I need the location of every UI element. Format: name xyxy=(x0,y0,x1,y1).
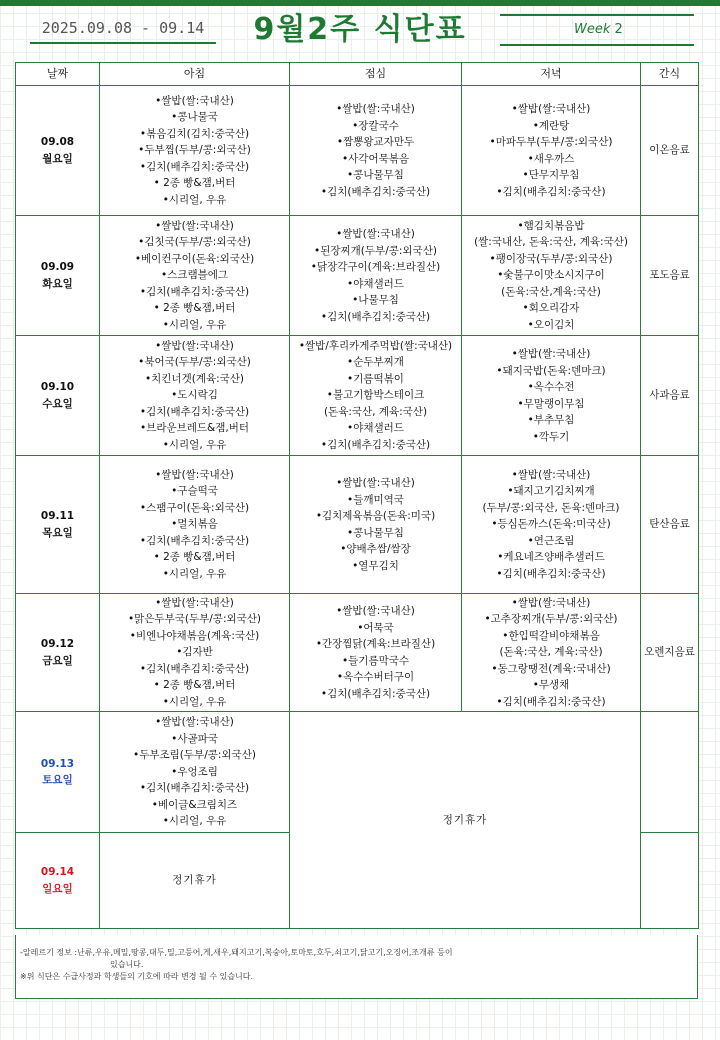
lunch-item: •야채샐러드 xyxy=(347,277,404,290)
dinner-item: •쌀밥(쌀:국내산) xyxy=(511,348,591,360)
breakfast-item: •북어국(두부/콩:외국산) xyxy=(138,356,251,369)
breakfast-item: •도시락김 xyxy=(171,389,218,402)
day-date: 09.12 xyxy=(40,638,75,650)
breakfast-item: •시리얼, 우유 xyxy=(162,815,227,828)
lunch-item: •쌀밥(쌀:국내산) xyxy=(336,103,415,115)
weekend-holiday-cell: 정기휴가 xyxy=(290,712,641,929)
dinner-item: •단무지무침 xyxy=(522,169,580,181)
lunch-item: •김치(배추김치:중국산) xyxy=(320,310,431,323)
date-cell xyxy=(16,833,100,929)
table-row xyxy=(16,216,699,336)
dinner-item: •부추무침 xyxy=(527,414,575,426)
breakfast-item: •시리얼, 우유 xyxy=(162,193,227,206)
table-row xyxy=(16,336,699,456)
lunch-item: •김치(배추김치:중국산) xyxy=(320,438,431,451)
snack-cell: 포도음료 xyxy=(641,216,699,336)
dinner-cell xyxy=(462,594,641,712)
dinner-item: •쌀밥(쌀:국내산) xyxy=(511,596,591,609)
breakfast-item: •두부찜(두부/콩:외국산) xyxy=(138,144,251,157)
snack-cell xyxy=(641,833,699,929)
lunch-item: •불고기함박스테이크 xyxy=(326,389,425,402)
day-weekday: 화요일 xyxy=(42,277,73,290)
dinner-item: •고추장찌개(두부/콩:외국산) xyxy=(484,613,618,626)
breakfast-item: •우엉조림 xyxy=(171,765,218,778)
lunch-cell xyxy=(290,336,462,456)
lunch-item: •야채샐러드 xyxy=(347,422,404,435)
table-row xyxy=(16,456,699,594)
dinner-item: •무말랭이무침 xyxy=(517,397,585,410)
day-date: 09.14 xyxy=(40,866,75,878)
top-accent-bar xyxy=(0,0,720,6)
lunch-item: •김치제육볶음(돈육:미국) xyxy=(315,510,436,522)
snack-cell: 오렌지음료 xyxy=(641,594,699,712)
breakfast-item: •김치(배추김치:중국산) xyxy=(139,534,250,547)
breakfast-item: • 2종 빵&잼,버터 xyxy=(153,679,236,692)
dinner-item: (돈육:국산,계육:국산) xyxy=(501,285,601,298)
day-date: 09.09 xyxy=(40,261,75,273)
breakfast-item: •쌀밥(쌀:국내산) xyxy=(155,716,234,729)
day-weekday: 금요일 xyxy=(42,654,73,667)
dinner-item: •김치(배추김치:중국산) xyxy=(496,695,606,708)
dinner-item: •오이김치 xyxy=(527,318,575,331)
dinner-cell xyxy=(462,336,641,456)
breakfast-item: • 2종 빵&잼,버터 xyxy=(153,551,236,564)
breakfast-cell xyxy=(100,216,290,336)
breakfast-item: •치킨너겟(계육:국산) xyxy=(144,372,245,385)
breakfast-cell xyxy=(100,336,290,456)
dinner-item: •김치(배추김치:중국산) xyxy=(496,185,606,198)
dinner-item: •회오리감자 xyxy=(522,302,580,315)
lunch-item: •김치(배추김치:중국산) xyxy=(320,185,431,198)
column-header-dinner: 저녁 xyxy=(462,63,641,86)
column-header-lunch: 점심 xyxy=(290,63,462,86)
week-number: 2 xyxy=(614,22,623,37)
day-date: 09.10 xyxy=(40,381,75,393)
breakfast-item: • 2종 빵&잼,버터 xyxy=(153,302,236,315)
allergy-info: -알레르기 정보 :난류,우유,메밀,땅콩,대두,밀,고등어,게,새우,돼지고기,복숭아,토마토,호두,쇠고기,닭고기,오징어,조개류 등이 xyxy=(20,948,453,957)
day-date: 09.13 xyxy=(40,757,75,770)
breakfast-item: •스팸구이(돈육:외국산) xyxy=(139,501,250,514)
table-header-row xyxy=(16,63,699,86)
breakfast-item: •김치(배추김치:중국산) xyxy=(139,782,250,795)
breakfast-item: •시리얼, 우유 xyxy=(162,567,227,580)
lunch-item: •열무김치 xyxy=(352,559,399,572)
dinner-item: •마파두부(두부/콩:외국산) xyxy=(489,136,613,148)
lunch-item: (돈육:국산, 계육:국산) xyxy=(323,405,428,418)
dinner-item: •옥수수전 xyxy=(527,381,575,393)
date-cell xyxy=(16,336,100,456)
dinner-item: •한입떡갈비야채볶음 xyxy=(502,629,600,642)
breakfast-item: •두부조림(두부/콩:외국산) xyxy=(133,749,256,762)
snack-cell: 사과음료 xyxy=(641,336,699,456)
table-row xyxy=(16,86,699,216)
lunch-cell xyxy=(290,216,462,336)
dinner-item: •무생채 xyxy=(532,679,570,692)
breakfast-item: •구슬떡국 xyxy=(171,485,218,498)
column-header-date: 날짜 xyxy=(16,63,100,86)
lunch-item: •들기름막국수 xyxy=(341,654,410,667)
table-row xyxy=(16,712,699,833)
lunch-item: •나물무침 xyxy=(352,294,399,306)
breakfast-item: •콩나물국 xyxy=(171,111,218,124)
breakfast-item: •김칫국(두부/콩:외국산) xyxy=(138,236,251,249)
breakfast-cell xyxy=(100,712,290,833)
snack-cell xyxy=(641,712,699,833)
breakfast-item: •맑은두부국(두부/콩:외국산) xyxy=(127,613,262,626)
table-row xyxy=(16,594,699,712)
breakfast-cell xyxy=(100,594,290,712)
dinner-item: •동그랑땡전(계육:국내산) xyxy=(491,662,611,675)
dinner-item: •계란탕 xyxy=(532,119,570,132)
page-title: 9월2주 식단표 xyxy=(253,12,467,47)
day-weekday: 수요일 xyxy=(42,397,73,410)
lunch-cell xyxy=(290,456,462,594)
breakfast-item: •베이컨구이(돈육:외국산) xyxy=(134,252,255,265)
column-header-snack: 간식 xyxy=(641,63,699,86)
meal-table xyxy=(15,62,699,929)
breakfast-item: •볶음김치(김치:중국산) xyxy=(139,127,250,140)
breakfast-item: •쌀밥(쌀:국내산) xyxy=(155,94,234,107)
dinner-item: •쌀밥(쌀:국내산) xyxy=(511,103,591,115)
snack-cell: 탄산음료 xyxy=(641,456,699,594)
dinner-item: (두부/콩:외국산, 돈육:덴마크) xyxy=(482,501,620,514)
breakfast-holiday-cell: 정기휴가 xyxy=(100,833,290,929)
lunch-cell xyxy=(290,86,462,216)
dinner-item: •쌀밥(쌀:국내산) xyxy=(511,468,591,481)
lunch-item: •콩나물무침 xyxy=(347,526,404,539)
lunch-item: •쌀밥/후리카게주먹밥(쌀:국내산) xyxy=(298,339,453,352)
day-weekday: 목요일 xyxy=(42,526,73,539)
lunch-item: •순두부찌개 xyxy=(347,356,404,369)
breakfast-item: •사골파국 xyxy=(171,732,218,745)
lunch-item: •짬뽕왕교자만두 xyxy=(336,136,415,148)
dinner-item: •연근조림 xyxy=(527,534,575,547)
dinner-item: •등심돈까스(돈육:미국산) xyxy=(491,518,611,531)
lunch-item: •양배추쌈/쌈장 xyxy=(340,543,411,555)
breakfast-item: •김치(배추김치:중국산) xyxy=(139,285,250,298)
breakfast-item: •브라운브레드&잼,버터 xyxy=(139,422,249,435)
dinner-item: •햄김치볶음밥 xyxy=(517,219,585,232)
dinner-cell xyxy=(462,456,641,594)
column-header-breakfast: 아침 xyxy=(100,63,290,86)
lunch-item: •쌀밥(쌀:국내산) xyxy=(336,477,415,489)
breakfast-item: •쌀밥(쌀:국내산) xyxy=(155,596,234,609)
lunch-item: •쌀밥(쌀:국내산) xyxy=(336,605,415,617)
dinner-item: •새우까스 xyxy=(527,152,575,165)
day-weekday: 토요일 xyxy=(42,774,73,786)
date-cell xyxy=(16,712,100,833)
breakfast-item: •멸치볶음 xyxy=(171,518,218,531)
lunch-item: •된장찌개(두부/콩:외국산) xyxy=(314,244,437,257)
breakfast-item: •시리얼, 우유 xyxy=(162,438,227,451)
date-cell xyxy=(16,86,100,216)
lunch-item: •옥수수버터구이 xyxy=(336,671,415,683)
date-cell xyxy=(16,456,100,594)
allergy-info-continued: 있습니다. xyxy=(110,960,144,969)
week-indicator xyxy=(500,14,694,46)
breakfast-item: •시리얼, 우유 xyxy=(162,318,227,331)
dinner-item: •김치(배추김치:중국산) xyxy=(496,567,606,580)
breakfast-item: •김자반 xyxy=(176,646,213,659)
dinner-item: (쌀:국내산, 돈육:국산, 계육:국산) xyxy=(474,236,628,249)
lunch-item: •사각어묵볶음 xyxy=(341,152,410,165)
lunch-item: •들깨미역국 xyxy=(347,493,404,506)
change-notice: ※위 식단은 수급사정과 학생들의 기호에 따라 변경 될 수 있습니다. xyxy=(20,972,254,981)
week-label: Week xyxy=(574,22,611,37)
breakfast-item: •쌀밥(쌀:국내산) xyxy=(155,219,234,232)
date-range: 2025.09.08 - 09.14 xyxy=(30,14,216,44)
day-weekday: 일요일 xyxy=(42,882,73,895)
breakfast-cell xyxy=(100,456,290,594)
breakfast-cell xyxy=(100,86,290,216)
lunch-item: •장칼국수 xyxy=(352,119,399,132)
breakfast-item: •베이글&크림치즈 xyxy=(151,798,238,811)
snack-cell: 이온음료 xyxy=(641,86,699,216)
footnote xyxy=(15,935,698,999)
dinner-item: •숯불구이맛소시지구이 xyxy=(497,269,605,282)
lunch-cell xyxy=(290,594,462,712)
lunch-item: •콩나물무침 xyxy=(347,169,404,181)
dinner-item: •돼지고기김치찌개 xyxy=(507,485,595,498)
date-cell xyxy=(16,216,100,336)
breakfast-item: •시리얼, 우유 xyxy=(162,695,227,708)
dinner-item: •케요네즈양배추샐러드 xyxy=(497,551,605,564)
lunch-item: •어묵국 xyxy=(357,621,394,634)
breakfast-item: •김치(배추김치:중국산) xyxy=(139,662,250,675)
dinner-item: •깍두기 xyxy=(532,430,570,443)
breakfast-item: •비엔나야채볶음(계육:국산) xyxy=(129,629,260,642)
lunch-item: •김치(배추김치:중국산) xyxy=(320,687,431,700)
lunch-item: •기름떡볶이 xyxy=(347,372,404,385)
breakfast-item: •김치(배추김치:중국산) xyxy=(139,160,250,173)
breakfast-item: •스크램블에그 xyxy=(160,269,229,282)
dinner-item: •돼지국밥(돈육:덴마크) xyxy=(496,364,606,377)
date-cell xyxy=(16,594,100,712)
breakfast-item: •쌀밥(쌀:국내산) xyxy=(155,339,234,352)
breakfast-item: •쌀밥(쌀:국내산) xyxy=(155,468,234,481)
day-date: 09.11 xyxy=(40,510,75,522)
dinner-cell xyxy=(462,86,641,216)
day-weekday: 월요일 xyxy=(42,152,73,165)
breakfast-item: • 2종 빵&잼,버터 xyxy=(153,177,236,190)
dinner-item: •팽이장국(두부/콩:외국산) xyxy=(489,252,613,265)
dinner-item: (돈육:국산, 계육:국산) xyxy=(499,646,603,659)
dinner-cell xyxy=(462,216,641,336)
day-date: 09.08 xyxy=(40,136,75,148)
breakfast-item: •김치(배추김치:중국산) xyxy=(139,405,250,418)
lunch-item: •쌀밥(쌀:국내산) xyxy=(336,228,415,240)
lunch-item: •간장찜닭(계육:브라질산) xyxy=(315,638,436,650)
lunch-item: •닭장각구이(계육:브라질산) xyxy=(310,261,441,273)
